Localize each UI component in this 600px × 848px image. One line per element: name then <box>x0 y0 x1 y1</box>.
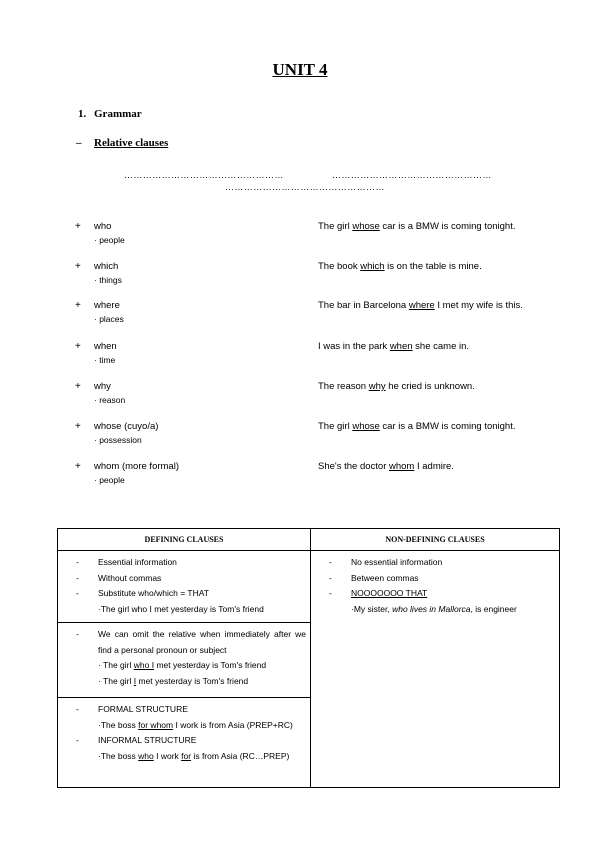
defining-cell-1 <box>58 551 311 623</box>
relative-row-when <box>0 341 600 377</box>
defining-cell-2 <box>58 623 311 698</box>
relative-row-whom <box>0 461 600 497</box>
relative-example: The book which is on the table is mine. <box>318 261 482 272</box>
relative-row-why <box>0 381 600 417</box>
row-bullet: + <box>75 381 81 392</box>
relative-example: The bar in Barcelona where I met my wife is this. <box>318 300 523 311</box>
row-bullet: + <box>75 300 81 311</box>
relative-use: · reason <box>94 395 126 405</box>
row-bullet: + <box>75 421 81 432</box>
relative-row-where <box>0 300 600 336</box>
page-title: UNIT 4 <box>272 60 328 79</box>
relative-use: · time <box>94 355 116 365</box>
dotted-line-1: …………………………………………… <box>124 170 284 180</box>
relative-example: I was in the park when she came in. <box>318 341 470 352</box>
list-item: - Between commas <box>329 572 419 583</box>
row-bullet: + <box>75 221 81 232</box>
subsection-label: Relative clauses <box>94 137 169 149</box>
relative-use: · people <box>94 235 125 245</box>
example-text: · The girl I met yesterday is Tom's friend <box>98 675 249 686</box>
relative-use: · things <box>94 275 122 285</box>
row-bullet: + <box>75 461 81 472</box>
list-item: - Essential information <box>76 557 177 567</box>
list-item: - We can omit the relative when immediately after we find a personal pronoun or subject <box>76 629 306 655</box>
non-defining-header: NON-DEFINING CLAUSES <box>311 529 560 551</box>
example-text: · The girl who I met yesterday is Tom's friend <box>98 660 267 670</box>
relative-row-whose <box>0 421 600 457</box>
relative-example: The girl whose car is a BMW is coming tonight. <box>318 221 516 232</box>
relative-use: · people <box>94 475 125 485</box>
relative-word: when <box>94 341 117 352</box>
relative-word: whom (more formal) <box>94 461 179 472</box>
list-item: - INFORMAL STRUCTURE <box>76 735 197 745</box>
non-defining-cell <box>311 551 560 788</box>
relative-word: who <box>94 221 112 232</box>
dotted-line-3: …………………………………………… <box>225 182 385 192</box>
subsection-heading <box>76 137 168 149</box>
relative-word: which <box>94 261 119 272</box>
dotted-line-2: …………………………………………… <box>332 170 492 180</box>
relative-row-who <box>0 221 600 257</box>
relative-word: where <box>94 300 120 311</box>
defining-header: DEFINING CLAUSES <box>58 529 311 551</box>
list-item: - Without commas <box>76 572 162 583</box>
row-bullet: + <box>75 341 81 352</box>
example-text: ·The boss who I work for is from Asia (RC…PREP) <box>98 750 290 761</box>
list-item: - FORMAL STRUCTURE <box>76 704 188 714</box>
example-text: ·The girl who I met yesterday is Tom's friend <box>98 603 264 614</box>
relative-example: The reason why he cried is unknown. <box>318 381 475 392</box>
relative-example: She's the doctor whom I admire. <box>318 461 454 472</box>
relative-example: The girl whose car is a BMW is coming tonight. <box>318 421 516 432</box>
relative-row-which <box>0 261 600 297</box>
defining-cell-3 <box>58 698 311 788</box>
subsection-dash: – <box>76 137 82 149</box>
example-text: ·The boss for whom I work is from Asia (PREP+RC) <box>98 719 293 730</box>
example-text: ·My sister, who lives in Mallorca, is engineer <box>351 603 517 614</box>
row-bullet: + <box>75 261 81 272</box>
clauses-table <box>57 528 560 788</box>
relative-use: · places <box>94 314 124 324</box>
section-number: 1. <box>78 108 87 120</box>
relative-word: why <box>94 381 111 392</box>
list-item: - Substitute who/which = THAT <box>76 588 209 598</box>
list-item: - No essential information <box>329 557 443 567</box>
section-heading <box>78 108 142 120</box>
list-item: - NOOOOOOO THAT <box>329 588 428 598</box>
section-label: Grammar <box>94 108 142 120</box>
relative-word: whose (cuyo/a) <box>94 421 159 432</box>
relative-use: · possession <box>94 435 142 445</box>
